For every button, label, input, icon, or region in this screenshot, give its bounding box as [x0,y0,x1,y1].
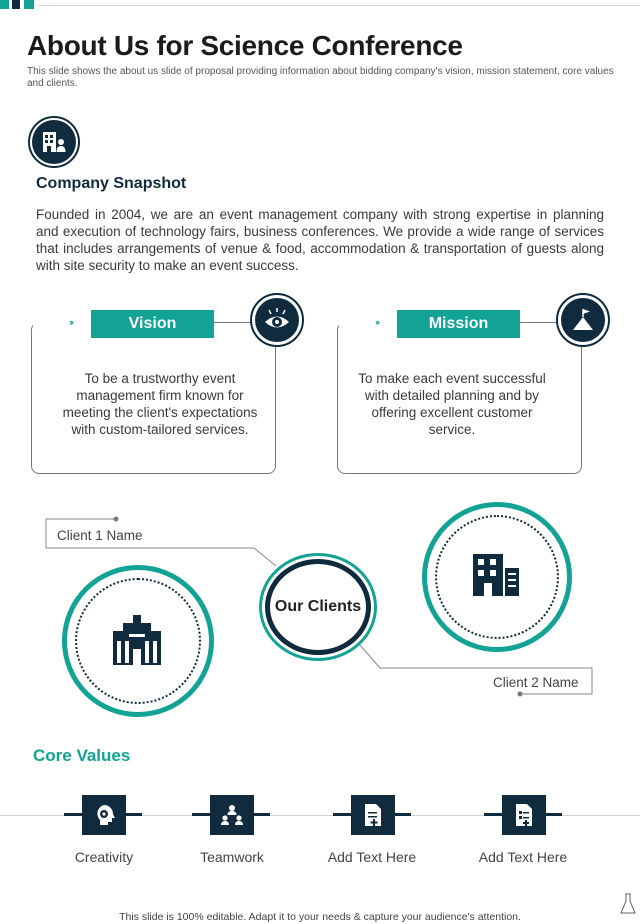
top-accent-block [24,0,34,9]
page-subtitle: This slide shows the about us slide of proposal providing information about bidding company's vision, mission statement, core values and clients. [27,66,614,89]
team-icon [210,795,254,835]
vision-label: Vision [91,310,214,338]
institution-building-icon [109,613,165,672]
top-accent-block [0,0,9,9]
client-2-name: Client 2 Name [493,675,579,690]
office-building-icon [471,552,521,603]
office-building-person-icon [32,120,76,164]
head-gear-icon [82,795,126,835]
client-1-name: Client 1 Name [57,528,143,543]
top-divider [38,5,640,6]
snapshot-title: Company Snapshot [36,175,187,192]
snapshot-body: Founded in 2004, we are an event management company with strong expertise in planning and execution of technology fairs, business conferences. We provide a wide range of services that includes arrangements of venue & food, accommodation & transportation of guests along with site security to make an event success. [36,207,604,273]
footer-note: This slide is 100% editable. Adapt it to your needs & capture your audience's attention. [119,911,521,923]
core-value-label: Add Text Here [327,849,417,865]
checklist-plus-icon [502,795,546,835]
core-value-label: Creativity [74,849,134,865]
vision-icon-ring [250,293,304,347]
mission-label: Mission [397,310,520,338]
eye-icon [255,298,299,342]
page-title: About Us for Science Conference [27,30,463,61]
core-value-label: Add Text Here [478,849,568,865]
mission-text: To make each event successful with detailed planning and by offering excellent customer service. [358,371,546,437]
our-clients-circle: Our Clients [265,559,371,655]
top-accent-block [12,0,20,9]
core-values-title: Core Values [33,746,131,765]
mission-icon-ring [556,293,610,347]
vision-arrows: ››› [69,317,72,327]
document-plus-icon [351,795,395,835]
flag-mountain-icon [561,298,605,342]
core-value-label: Teamwork [200,849,264,865]
snapshot-icon-ring [28,116,80,168]
vision-text: To be a trustworthy event management firm known for meeting the client's expectations with custom-tailored services. [62,371,258,437]
mission-arrows: ››› [375,317,378,327]
